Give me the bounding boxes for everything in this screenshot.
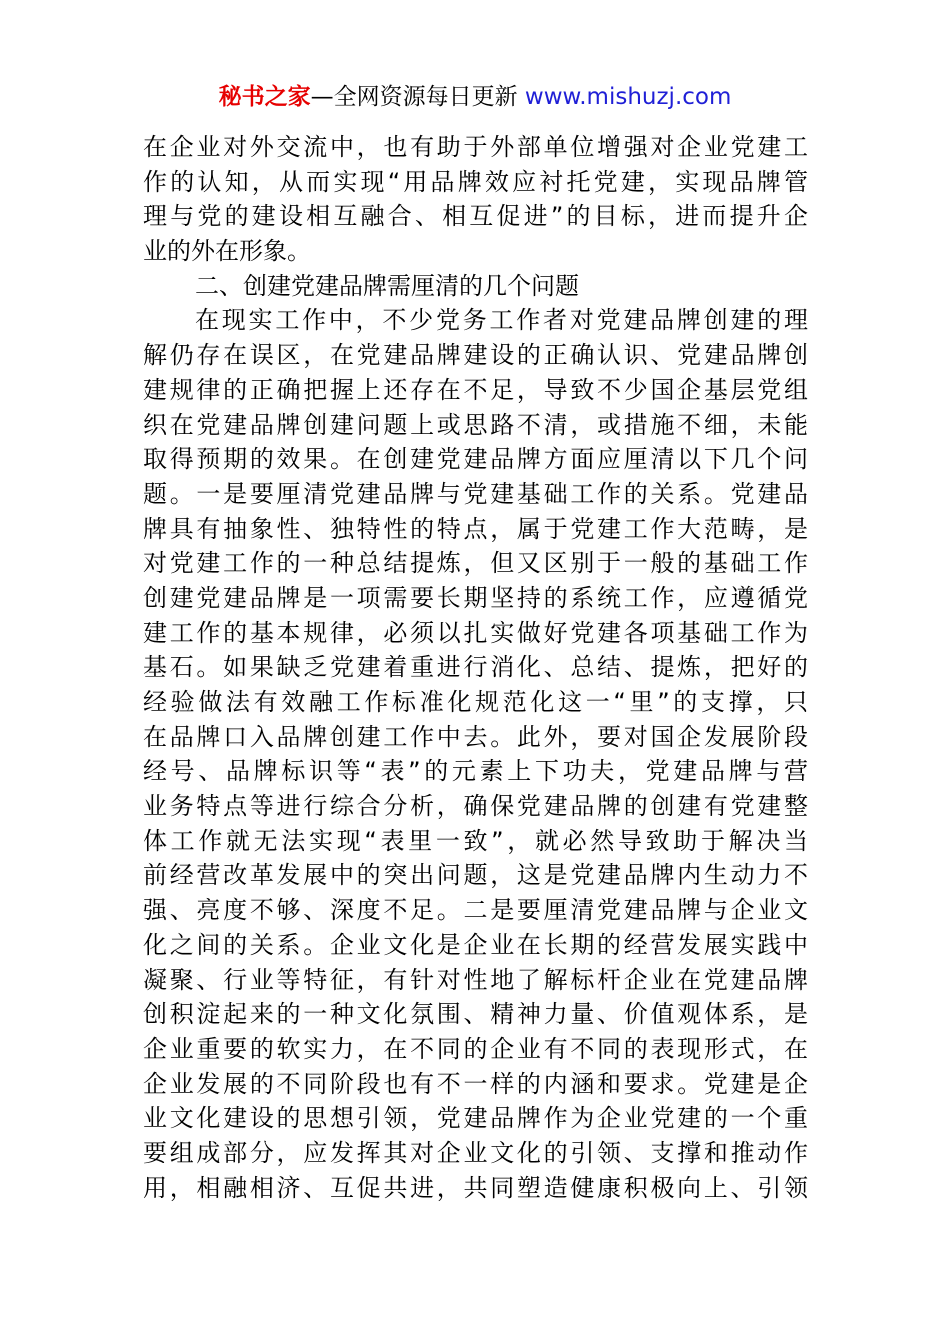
- text-line: 创积淀起来的一种文化氛围、精神力量、价值观体系，是: [143, 1000, 808, 1029]
- text-line: 化之间的关系。企业文化是企业在长期的经营发展实践中: [143, 930, 808, 959]
- text-line: 对党建工作的一种总结提炼，但又区别于一般的基础工作: [143, 549, 808, 578]
- text-line: 题。一是要厘清党建品牌与党建基础工作的关系。党建品: [143, 479, 808, 508]
- text-line: 在品牌口入品牌创建工作中去。此外，要对国企发展阶段: [143, 722, 808, 751]
- text-line: 前经营改革发展中的突出问题，这是党建品牌内生动力不: [143, 861, 808, 890]
- text-line: 取得预期的效果。在创建党建品牌方面应厘清以下几个问: [143, 445, 808, 474]
- text-line: 业文化建设的思想引领，党建品牌作为企业党建的一个重: [143, 1104, 808, 1133]
- text-line: 体工作就无法实现“表里一致”，就必然导致助于解决当: [143, 826, 808, 855]
- text-line: 理与党的建设相互融合、相互促进”的目标，进而提升企: [143, 202, 808, 231]
- site-tagline: —全网资源每日更新: [310, 84, 518, 110]
- text-line: 业的外在形象。: [143, 237, 311, 266]
- text-line: 企业发展的不同阶段也有不一样的内涵和要求。党建是企: [143, 1069, 808, 1098]
- text-line: 作的认知，从而实现“用品牌效应衬托党建，实现品牌管: [143, 167, 808, 196]
- text-line: 解仍存在误区，在党建品牌建设的正确认识、党建品牌创: [143, 341, 808, 370]
- text-line: 用，相融相济、互促共进，共同塑造健康积极向上、引领: [143, 1173, 808, 1202]
- text-line: 建规律的正确把握上还存在不足，导致不少国企基层党组: [143, 375, 808, 404]
- text-line: 牌具有抽象性、独特性的特点，属于党建工作大范畴，是: [143, 514, 808, 543]
- text-line: 业务特点等进行综合分析，确保党建品牌的创建有党建整: [143, 792, 808, 821]
- text-line: 企业重要的软实力，在不同的企业有不同的表现形式，在: [143, 1034, 808, 1063]
- text-line: 经号、品牌标识等“表”的元素上下功夫，党建品牌与营: [143, 757, 808, 786]
- site-header: [0, 80, 950, 114]
- text-line: 创建党建品牌是一项需要长期坚持的系统工作，应遵循党: [143, 583, 808, 612]
- section-heading: 二、创建党建品牌需厘清的几个问题: [195, 271, 579, 300]
- text-line: 在企业对外交流中，也有助于外部单位增强对企业党建工: [143, 133, 808, 161]
- text-line: 在现实工作中，不少党务工作者对党建品牌创建的理: [195, 306, 808, 335]
- text-line: 建工作的基本规律，必须以扎实做好党建各项基础工作为: [143, 618, 808, 647]
- text-line: 凝聚、行业等特征，有针对性地了解标杆企业在党建品牌: [143, 965, 808, 994]
- text-line: 织在党建品牌创建问题上或思路不清，或措施不细，未能: [143, 410, 808, 439]
- document-body: [143, 130, 808, 1205]
- text-line: 经验做法有效融工作标准化规范化这一“里”的支撑，只: [143, 688, 808, 716]
- site-brand: 秘书之家: [218, 84, 311, 110]
- text-line: 强、亮度不够、深度不足。二是要厘清党建品牌与企业文: [143, 896, 808, 925]
- text-line: 基石。如果缺乏党建着重进行消化、总结、提炼，把好的: [143, 653, 808, 682]
- text-line: 要组成部分，应发挥其对企业文化的引领、支撑和推动作: [143, 1138, 808, 1167]
- site-url-link[interactable]: www.mishuzj.com: [524, 84, 732, 110]
